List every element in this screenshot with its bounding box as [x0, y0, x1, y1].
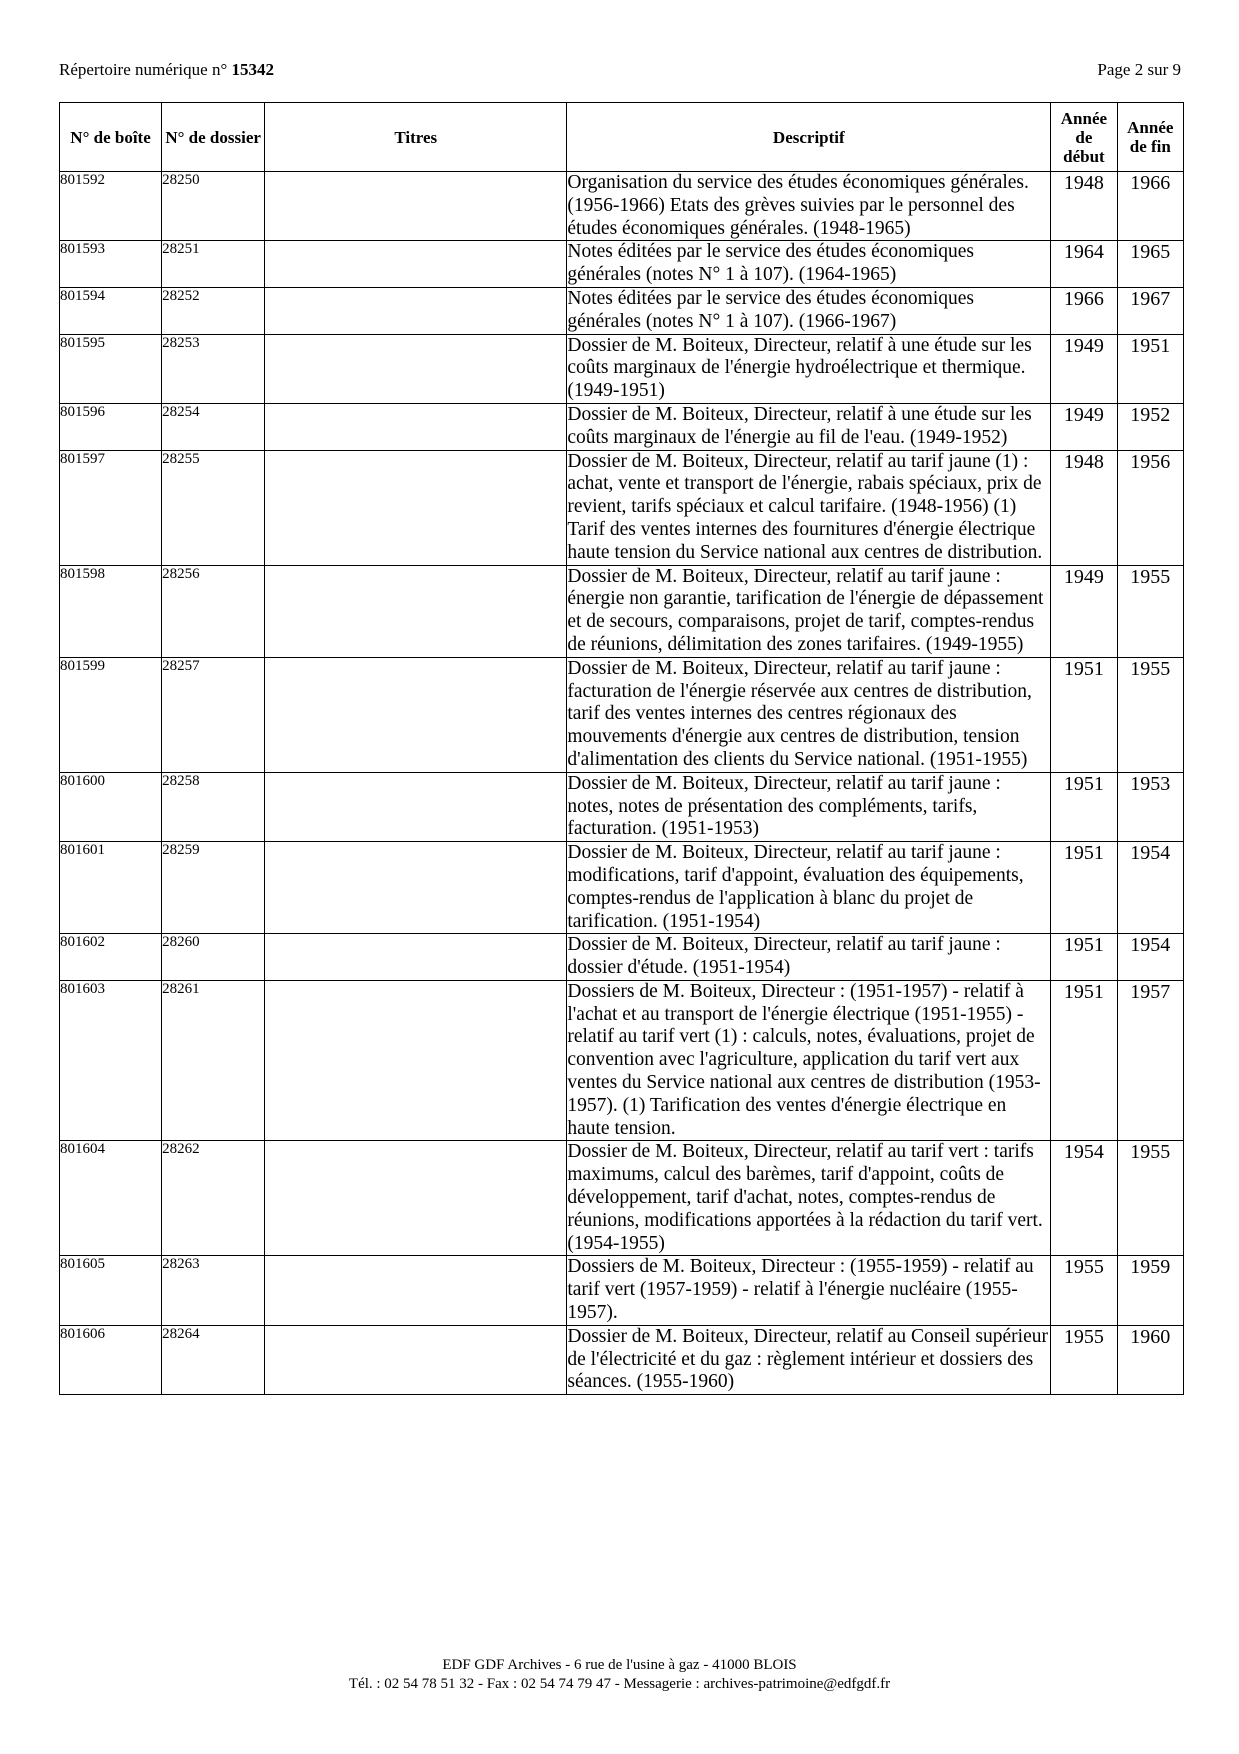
year-start: 1964 [1051, 241, 1117, 288]
year-end: 1955 [1117, 565, 1183, 657]
title-cell [265, 287, 567, 334]
year-start-line2: de [1075, 127, 1093, 147]
folder-number: 28256 [162, 565, 265, 657]
col-year-end-header [1117, 103, 1183, 172]
year-start: 1949 [1051, 403, 1117, 450]
table-row [60, 657, 1184, 772]
year-start: 1955 [1051, 1325, 1117, 1394]
folder-number: 28250 [162, 172, 265, 241]
year-start: 1951 [1051, 934, 1117, 981]
folder-number: 28258 [162, 772, 265, 841]
box-number: 801600 [60, 772, 162, 841]
description-cell: Dossier de M. Boiteux, Directeur, relatif au tarif jaune : modifications, tarif d'appoint, évaluation des équipements, comptes-rendus de l'application à blanc du projet de tarification. (1951-1954) [567, 842, 1051, 934]
description-cell: Notes éditées par le service des études économiques générales (notes N° 1 à 107). (1964-1965) [567, 241, 1051, 288]
page-indicator: Page 2 sur 9 [1097, 60, 1181, 79]
table-row [60, 980, 1184, 1141]
folder-number: 28252 [162, 287, 265, 334]
description-cell: Notes éditées par le service des études économiques générales (notes N° 1 à 107). (1966-1967) [567, 287, 1051, 334]
title-cell [265, 450, 567, 565]
table-row [60, 287, 1184, 334]
title-cell [265, 980, 567, 1141]
page-header [59, 60, 1181, 80]
table-row [60, 934, 1184, 981]
year-start: 1966 [1051, 287, 1117, 334]
title-cell [265, 565, 567, 657]
title-cell [265, 172, 567, 241]
table-row [60, 450, 1184, 565]
year-end-line1: Année [1127, 118, 1174, 137]
repertoire-label-text: Répertoire numérique n° [59, 60, 228, 79]
description-cell: Dossier de M. Boiteux, Directeur, relatif au tarif jaune : énergie non garantie, tarification de l'énergie de dépassement et de secours, comparaisons, projet de tarif, comptes-rendus de réunions, délimitation des zones tarifaires. (1949-1955) [567, 565, 1051, 657]
description-cell: Organisation du service des études économiques générales. (1956-1966) Etats des grèves suivies par le personnel des études économiques générales. (1948-1965) [567, 172, 1051, 241]
year-start: 1948 [1051, 172, 1117, 241]
box-number: 801605 [60, 1256, 162, 1325]
col-folder-header: N° de dossier [162, 103, 265, 172]
table-row [60, 1325, 1184, 1394]
box-number: 801603 [60, 980, 162, 1141]
col-titles-header: Titres [265, 103, 567, 172]
year-start-line1: Année [1060, 108, 1108, 128]
year-end-line2: de fin [1129, 137, 1171, 156]
year-end: 1955 [1117, 657, 1183, 772]
year-end: 1954 [1117, 842, 1183, 934]
box-number: 801595 [60, 334, 162, 403]
box-number: 801592 [60, 172, 162, 241]
box-number: 801596 [60, 403, 162, 450]
year-end: 1953 [1117, 772, 1183, 841]
year-end: 1952 [1117, 403, 1183, 450]
year-end: 1954 [1117, 934, 1183, 981]
folder-number: 28255 [162, 450, 265, 565]
table-row [60, 403, 1184, 450]
page-footer [0, 1656, 1239, 1694]
year-start-line3: début [1063, 146, 1105, 166]
year-start: 1951 [1051, 842, 1117, 934]
folder-number: 28251 [162, 241, 265, 288]
description-cell: Dossier de M. Boiteux, Directeur, relatif au Conseil supérieur de l'électricité et du gaz : règlement intérieur et dossiers des séances. (1955-1960) [567, 1325, 1051, 1394]
col-year-start-header [1051, 103, 1117, 172]
year-end: 1965 [1117, 241, 1183, 288]
box-number: 801606 [60, 1325, 162, 1394]
year-start: 1949 [1051, 334, 1117, 403]
box-number: 801593 [60, 241, 162, 288]
inventory-table [59, 102, 1184, 1395]
folder-number: 28257 [162, 657, 265, 772]
folder-number: 28263 [162, 1256, 265, 1325]
title-cell [265, 403, 567, 450]
year-end: 1960 [1117, 1325, 1183, 1394]
table-row [60, 1141, 1184, 1256]
title-cell [265, 1141, 567, 1256]
description-cell: Dossier de M. Boiteux, Directeur, relatif au tarif jaune : facturation de l'énergie réservée aux centres de distribution, tarif des ventes internes des centres régionaux des mouvements d'énergie aux centres de distribution, tension d'alimentation des clients du Service national. (1951-1955) [567, 657, 1051, 772]
header-row [60, 103, 1184, 172]
box-number: 801598 [60, 565, 162, 657]
table-row [60, 172, 1184, 241]
folder-number: 28253 [162, 334, 265, 403]
title-cell [265, 657, 567, 772]
footer-address: EDF GDF Archives - 6 rue de l'usine à gaz - 41000 BLOIS [442, 1657, 797, 1673]
title-cell [265, 1325, 567, 1394]
title-cell [265, 1256, 567, 1325]
description-cell: Dossier de M. Boiteux, Directeur, relatif au tarif jaune (1) : achat, vente et transport de l'énergie, rabais spéciaux, prix de revient, tarifs spéciaux et calcul tarifaire. (1948-1956) (1) Tarif des ventes internes des fournitures d'énergie électrique haute tension du Service national aux centres de distribution. [567, 450, 1051, 565]
description-cell: Dossiers de M. Boiteux, Directeur : (1955-1959) - relatif au tarif vert (1957-1959) - relatif à l'énergie nucléaire (1955-1957). [567, 1256, 1051, 1325]
year-start: 1954 [1051, 1141, 1117, 1256]
col-box-header: N° de boîte [60, 103, 162, 172]
year-end: 1955 [1117, 1141, 1183, 1256]
title-cell [265, 241, 567, 288]
year-end: 1959 [1117, 1256, 1183, 1325]
description-cell: Dossiers de M. Boiteux, Directeur : (1951-1957) - relatif à l'achat et au transport de l'énergie électrique (1951-1955) - relatif au tarif vert (1) : calculs, notes, évaluations, projet de convention avec l'agriculture, application du tarif vert aux ventes du Service national aux centres de distribution (1953-1957). (1) Tarification des ventes d'énergie électrique en haute tension. [567, 980, 1051, 1141]
table-row [60, 334, 1184, 403]
box-number: 801594 [60, 287, 162, 334]
year-start: 1951 [1051, 657, 1117, 772]
box-number: 801597 [60, 450, 162, 565]
description-cell: Dossier de M. Boiteux, Directeur, relatif à une étude sur les coûts marginaux de l'énergie hydroélectrique et thermique. (1949-1951) [567, 334, 1051, 403]
folder-number: 28264 [162, 1325, 265, 1394]
folder-number: 28262 [162, 1141, 265, 1256]
footer-contact: Tél. : 02 54 78 51 32 - Fax : 02 54 74 79 47 - Messagerie : archives-patrimoine@edfgdf.fr [348, 1676, 891, 1692]
title-cell [265, 334, 567, 403]
table-row [60, 1256, 1184, 1325]
year-end: 1967 [1117, 287, 1183, 334]
title-cell [265, 772, 567, 841]
description-cell: Dossier de M. Boiteux, Directeur, relatif au tarif vert : tarifs maximums, calcul des barèmes, tarif d'appoint, coûts de développement, tarif d'achat, notes, comptes-rendus de réunions, modifications apportées à la rédaction du tarif vert. (1954-1955) [567, 1141, 1051, 1256]
table-row [60, 772, 1184, 841]
year-end: 1951 [1117, 334, 1183, 403]
box-number: 801599 [60, 657, 162, 772]
table-row [60, 842, 1184, 934]
year-start: 1951 [1051, 772, 1117, 841]
folder-number: 28254 [162, 403, 265, 450]
folder-number: 28259 [162, 842, 265, 934]
col-description-header: Descriptif [567, 103, 1051, 172]
year-start: 1955 [1051, 1256, 1117, 1325]
year-end: 1966 [1117, 172, 1183, 241]
repertoire-label [59, 60, 274, 80]
folder-number: 28261 [162, 980, 265, 1141]
description-cell: Dossier de M. Boiteux, Directeur, relatif à une étude sur les coûts marginaux de l'énergie au fil de l'eau. (1949-1952) [567, 403, 1051, 450]
year-start: 1951 [1051, 980, 1117, 1141]
year-end: 1956 [1117, 450, 1183, 565]
title-cell [265, 842, 567, 934]
year-end: 1957 [1117, 980, 1183, 1141]
title-cell [265, 934, 567, 981]
box-number: 801604 [60, 1141, 162, 1256]
year-start: 1948 [1051, 450, 1117, 565]
description-cell: Dossier de M. Boiteux, Directeur, relatif au tarif jaune : dossier d'étude. (1951-1954) [567, 934, 1051, 981]
table-row [60, 241, 1184, 288]
repertoire-number: 15342 [231, 60, 274, 79]
folder-number: 28260 [162, 934, 265, 981]
box-number: 801602 [60, 934, 162, 981]
box-number: 801601 [60, 842, 162, 934]
table-row [60, 565, 1184, 657]
description-cell: Dossier de M. Boiteux, Directeur, relatif au tarif jaune : notes, notes de présentation des compléments, tarifs, facturation. (1951-1953) [567, 772, 1051, 841]
year-start: 1949 [1051, 565, 1117, 657]
